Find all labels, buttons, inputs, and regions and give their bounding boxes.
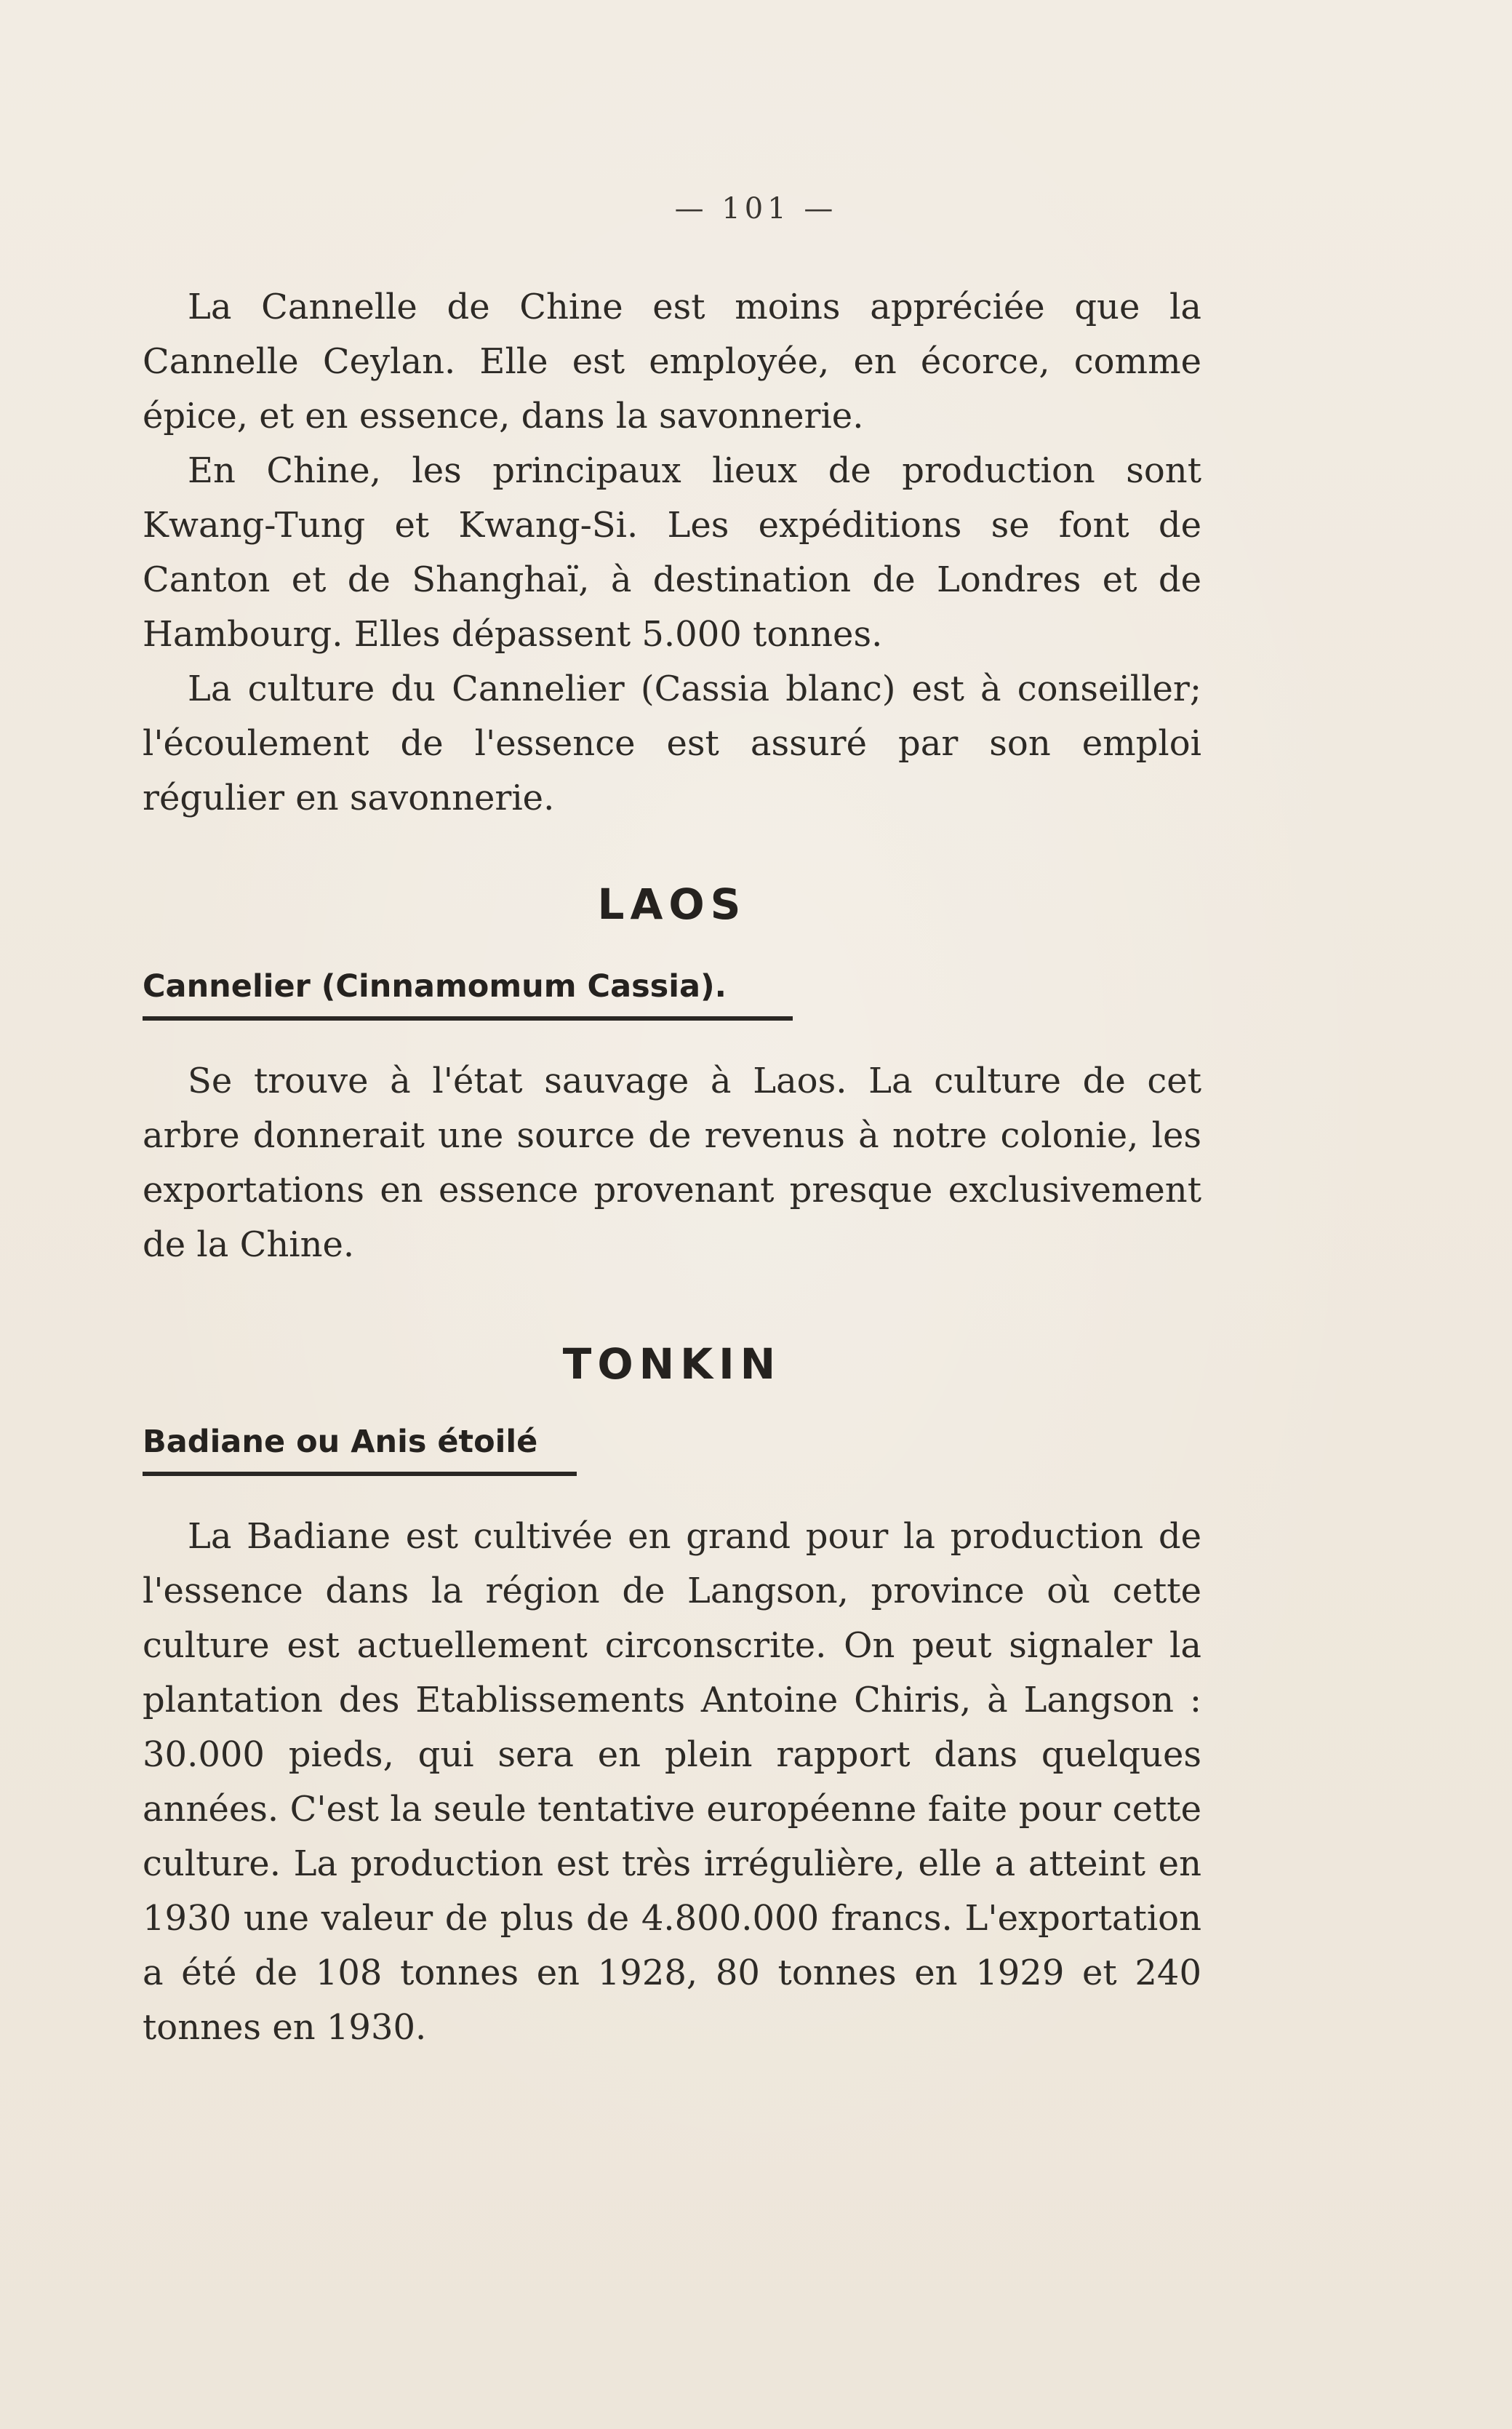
page-body [143, 280, 1201, 2055]
laos-section [143, 880, 1201, 1272]
intro-section [143, 280, 1201, 826]
intro-paragraph-1: La Cannelle de Chine est moins appréciée que la Cannelle Ceylan. Elle est employée, en écorce, comme épice, et en essence, dans la savonnerie. [143, 287, 1201, 436]
laos-paragraph: Se trouve à l'état sauvage à Laos. La culture de cet arbre donnerait une source de revenus à notre colonie, les exportations en essence provenant presque exclusivement de la Chine. [143, 1061, 1201, 1265]
intro-paragraph-2: En Chine, les principaux lieux de production sont Kwang-Tung et Kwang-Si. Les expéditions se font de Canton et de Shanghaï, à destination de Londres et de Hambourg. Elles dépassent 5.000 tonnes. [143, 450, 1201, 655]
tonkin-subheading-block [143, 1424, 577, 1476]
page-number: — 101 — [674, 192, 838, 226]
tonkin-heading: TONKIN [562, 1339, 782, 1389]
tonkin-subheading-rule [143, 1472, 577, 1476]
tonkin-subheading: Badiane ou Anis étoilé [143, 1424, 538, 1460]
laos-heading: LAOS [597, 880, 747, 929]
laos-subheading-rule [143, 1016, 793, 1021]
intro-paragraph-3: La culture du Cannelier (Cassia blanc) est à conseiller; l'écoulement de l'essence est assuré par son emploi régulier en savonnerie. [143, 669, 1201, 818]
tonkin-paragraph: La Badiane est cultivée en grand pour la production de l'essence dans la région de Langson, province où cette culture est actuellement circonscrite. On peut signaler la plantation des Etablissements Antoine Chiris, à Langson : 30.000 pieds, qui sera en plein rapport dans quelques années. C'est la seule tentative européenne faite pour cette culture. La production est très irrégulière, elle a atteint en 1930 une valeur de plus de 4.800.000 francs. L'exportation a été de 108 tonnes en 1928, 80 tonnes en 1929 et 240 tonnes en 1930. [143, 1516, 1201, 2048]
tonkin-section [143, 1339, 1201, 2055]
laos-subheading: Cannelier (Cinnamomum Cassia). [143, 968, 727, 1005]
laos-subheading-block [143, 968, 793, 1021]
